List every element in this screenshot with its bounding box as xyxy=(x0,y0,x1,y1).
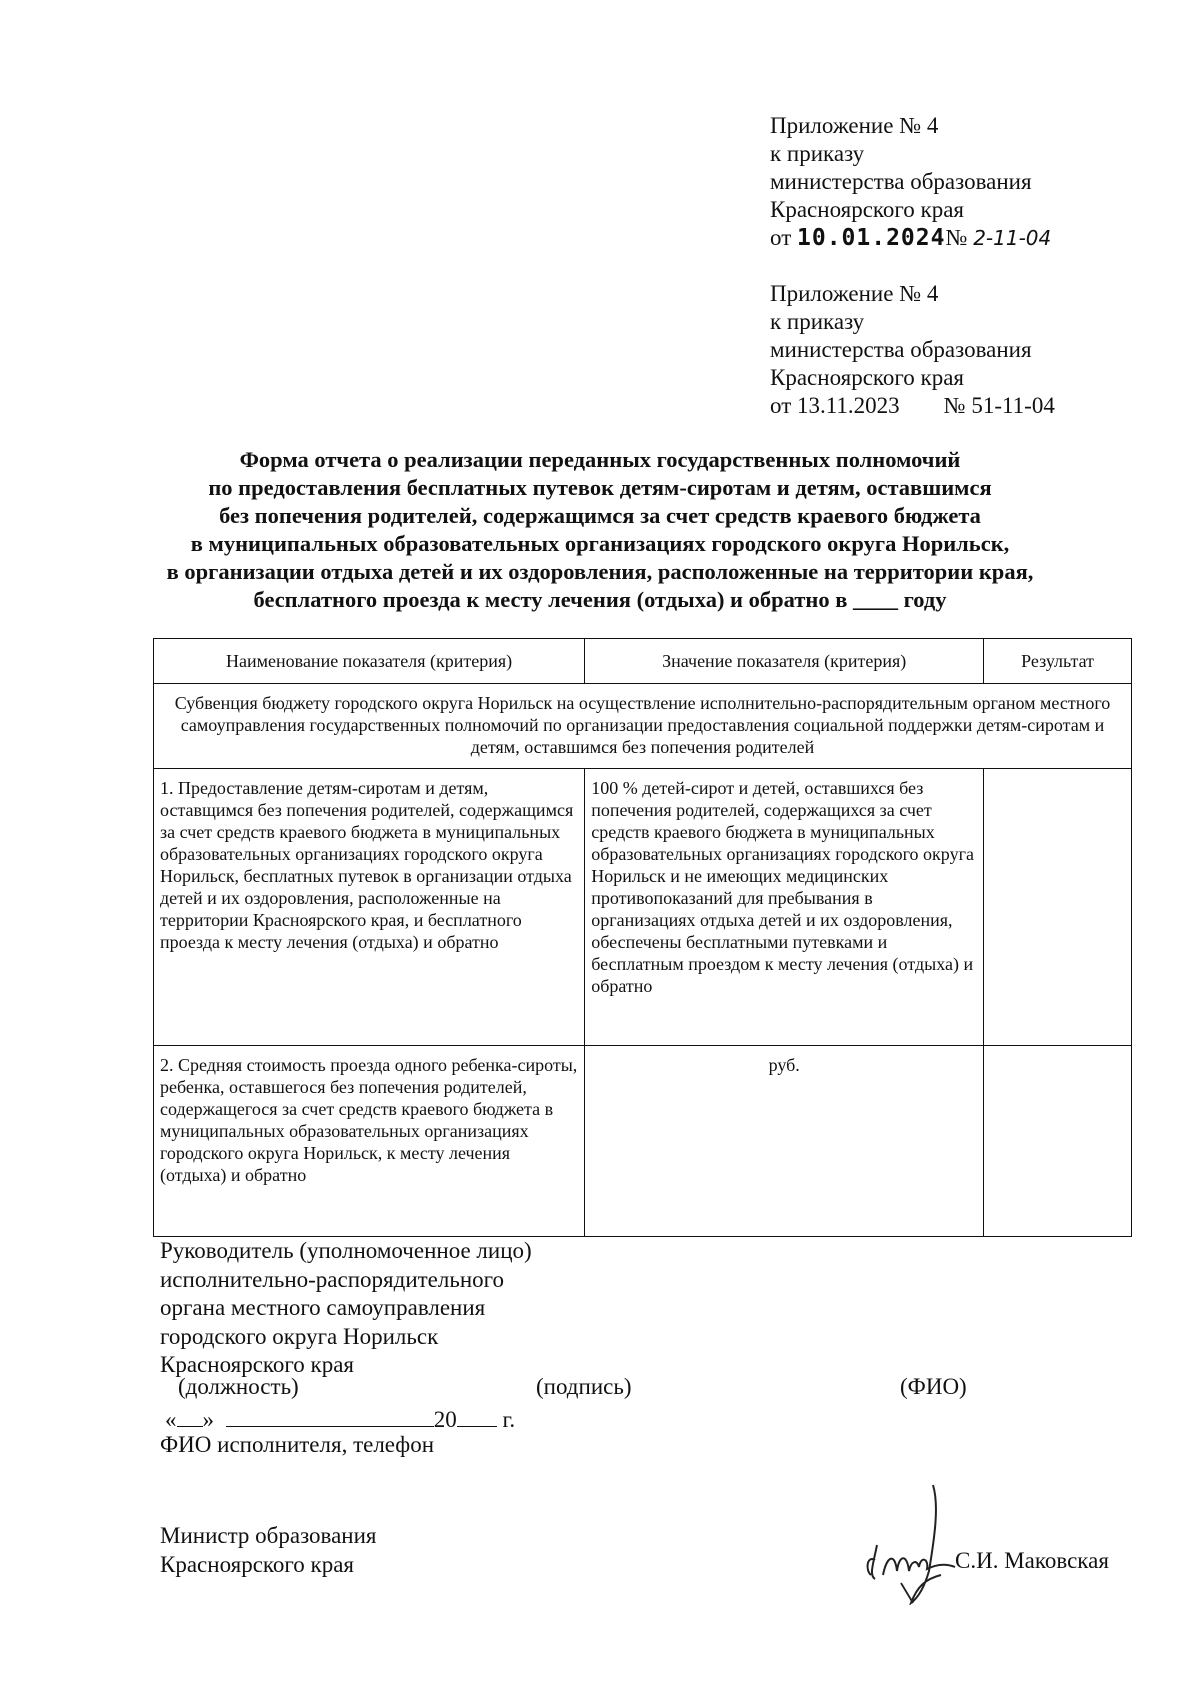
header-indicator: Наименование показателя (критерия) xyxy=(154,639,585,684)
title-line: бесплатного проезда к месту лечения (отдыха) и обратно в ____ году xyxy=(253,587,947,612)
minister-region: Красноярского края xyxy=(160,1552,354,1577)
table-row xyxy=(154,1046,1132,1237)
executor-line: ФИО исполнителя, телефон xyxy=(160,1432,435,1457)
position-label: (должность) xyxy=(178,1374,299,1399)
number-prefix: № xyxy=(945,225,968,250)
date-quote-close: » xyxy=(202,1407,214,1432)
report-table xyxy=(153,638,1132,1237)
handwritten-number: 2-11-04 xyxy=(973,226,1052,250)
header-result: Результат xyxy=(984,639,1132,684)
appendix-line: к приказу xyxy=(770,309,865,334)
year-suffix: г. xyxy=(502,1407,516,1432)
appendix-line: Красноярского края xyxy=(770,365,964,390)
minister-block xyxy=(160,1521,377,1579)
minister-name: С.И. Маковская xyxy=(955,1548,1109,1573)
appendix-title: Приложение № 4 xyxy=(770,113,939,138)
result-cell xyxy=(984,1046,1132,1237)
subvention-cell: Субвенция бюджету городского округа Норильск на осуществление исполнительно-распорядительным органом местного самоуправления государственных полномочий по организации предоставления социальной поддержки детям-сиротам и детям, оставшимся без попечения родителей xyxy=(154,684,1132,769)
appendix-line: министерства образования xyxy=(770,169,1032,194)
appendix-date-line xyxy=(770,392,1055,420)
appendix-line: Красноярского края xyxy=(770,197,964,222)
title-line: Форма отчета о реализации переданных государственных полномочий xyxy=(239,447,961,472)
value-cell: 100 % детей-сирот и детей, оставшихся без попечения родителей, содержащихся за счет средств краевого бюджета в муниципальных образовательных организациях городского округа Норильск и не имеющих медицинских противопоказаний для пребывания в организациях отдыха детей и их оздоровления, обеспечены бесплатными путевками и бесплатным проездом к месту лечения (отдыха) и обратно xyxy=(585,769,984,1046)
table-row xyxy=(154,769,1132,1046)
indicator-cell: 2. Средняя стоимость проезда одного ребенка-сироты, ребенка, оставшегося без попечения родителей, содержащегося за счет средств краевого бюджета в муниципальных образовательных организациях городского округа Норильск, к месту лечения (отдыха) и обратно xyxy=(154,1046,585,1237)
appendix-line: министерства образования xyxy=(770,337,1032,362)
title-line: без попечения родителей, содержащимся за счет средств краевого бюджета xyxy=(219,503,981,528)
appendix-old-block xyxy=(770,280,1055,420)
appendix-new-block xyxy=(770,112,1051,252)
handwritten-date: 10.01.2024 xyxy=(797,225,946,251)
signature-label: (подпись) xyxy=(536,1374,632,1399)
year-prefix: 20 xyxy=(433,1407,457,1432)
indicator-cell: 1. Предоставление детям-сиротам и детям, оставщимся без попечения родителей, содержащимся за счет средств краевого бюджета в муниципальных образовательных организациях городского округа Норильск, бесплатных путевок в организации отдыха детей и их оздоровления, расположенные на территории Красноярского края, и бесплатного проезда к месту лечения (отдыха) и обратно xyxy=(154,769,585,1046)
title-line: в организации отдыха детей и их оздоровления, расположенные на территории края, xyxy=(166,559,1034,584)
name-label: (ФИО) xyxy=(900,1374,967,1399)
signatory-line: Красноярского края xyxy=(160,1352,354,1377)
form-title xyxy=(120,446,1080,614)
result-cell xyxy=(984,769,1132,1046)
date-field xyxy=(165,1404,515,1433)
signatory-line: городского округа Норильск xyxy=(160,1323,439,1349)
table-header-row xyxy=(154,639,1132,684)
signatory-block xyxy=(160,1237,532,1380)
minister-title: Министр образования xyxy=(160,1523,377,1548)
header-value: Значение показателя (критерия) xyxy=(585,639,984,684)
signatory-line: органа местного самоуправления xyxy=(160,1295,486,1320)
handwritten-signature xyxy=(855,1475,965,1605)
date-quote-open: « xyxy=(165,1407,177,1432)
signatory-line: исполнительно-распорядительного xyxy=(160,1266,505,1292)
value-cell: руб. xyxy=(585,1046,984,1237)
appendix-number: № 51-11-04 xyxy=(943,393,1055,418)
appendix-date: от 13.11.2023 xyxy=(770,393,900,418)
signatory-line: Руководитель (уполномоченное лицо) xyxy=(160,1238,532,1263)
appendix-line: к приказу xyxy=(770,141,865,166)
date-prefix: от xyxy=(770,225,792,250)
appendix-title: Приложение № 4 xyxy=(770,281,939,306)
title-line: в муниципальных образовательных организациях городского округа Норильск, xyxy=(190,531,1010,556)
appendix-date-line xyxy=(770,224,1051,252)
subvention-row xyxy=(154,684,1132,769)
title-line: по предоставления бесплатных путевок детям-сиротам и детям, оставшимся xyxy=(208,475,992,500)
